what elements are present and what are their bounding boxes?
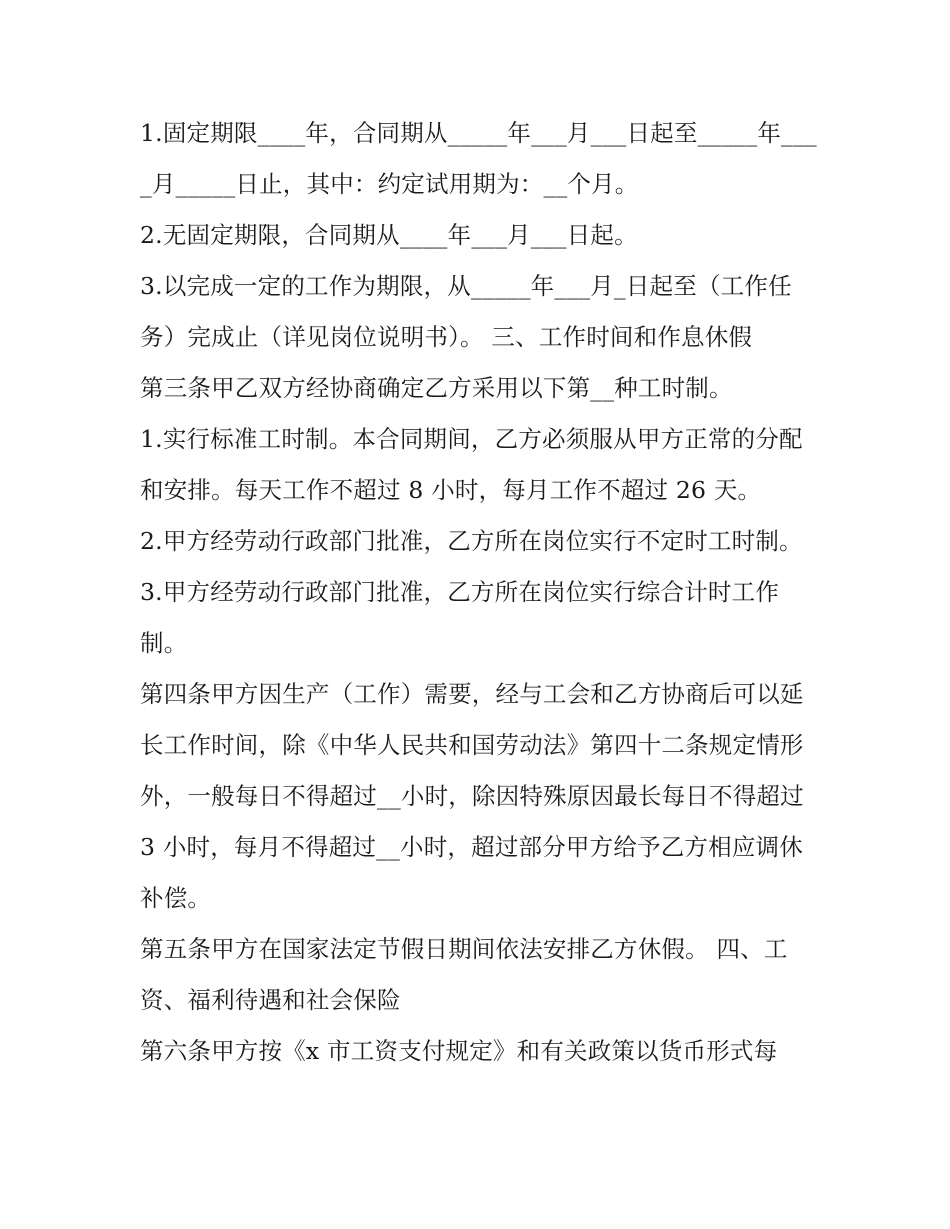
paragraph-open-term: 2.无固定期限，合同期从____年___月___日起。 bbox=[140, 221, 638, 249]
paragraph-flexible-hours: 2.甲方经劳动行政部门批准，乙方所在岗位实行不定时工时制。 3.甲方经劳动行政部门批准，乙方所在岗位实行综合计时工作制。 bbox=[140, 527, 803, 657]
paragraph-article-4: 第四条甲方因生产（工作）需要，经与工会和乙方协商后可以延长工作时间，除《中华人民共和国劳动法》第四十二条规定情形外，一般每日不得超过__小时，除因特殊原因最长每日不得超过 3 小时，每月不得超过__小时，超过部分甲方给予乙方相应调休补偿。 bbox=[140, 680, 804, 912]
document-body bbox=[140, 108, 820, 1077]
paragraph-standard-hours: 1.实行标准工时制。本合同期间，乙方必须服从甲方正常的分配和安排。每天工作不超过 8 小时，每月工作不超过 26 天。 bbox=[140, 425, 803, 504]
paragraph-article-3: 第三条甲乙双方经协商确定乙方采用以下第__种工时制。 bbox=[140, 374, 733, 402]
paragraph-fixed-term: 1.固定期限____年，合同期从_____年___月___日起至_____年____月_____日止，其中：约定试用期为：__个月。 bbox=[140, 119, 817, 198]
paragraph-task-term: 3.以完成一定的工作为期限，从_____年___月_日起至（工作任务）完成止（详见岗位说明书）。 三、工作时间和作息休假 bbox=[140, 272, 792, 351]
paragraph-article-6: 第六条甲方按《x 市工资支付规定》和有关政策以货币形式每 bbox=[140, 1037, 778, 1065]
paragraph-article-5: 第五条甲方在国家法定节假日期间依法安排乙方休假。 四、工资、福利待遇和社会保险 bbox=[140, 935, 788, 1014]
